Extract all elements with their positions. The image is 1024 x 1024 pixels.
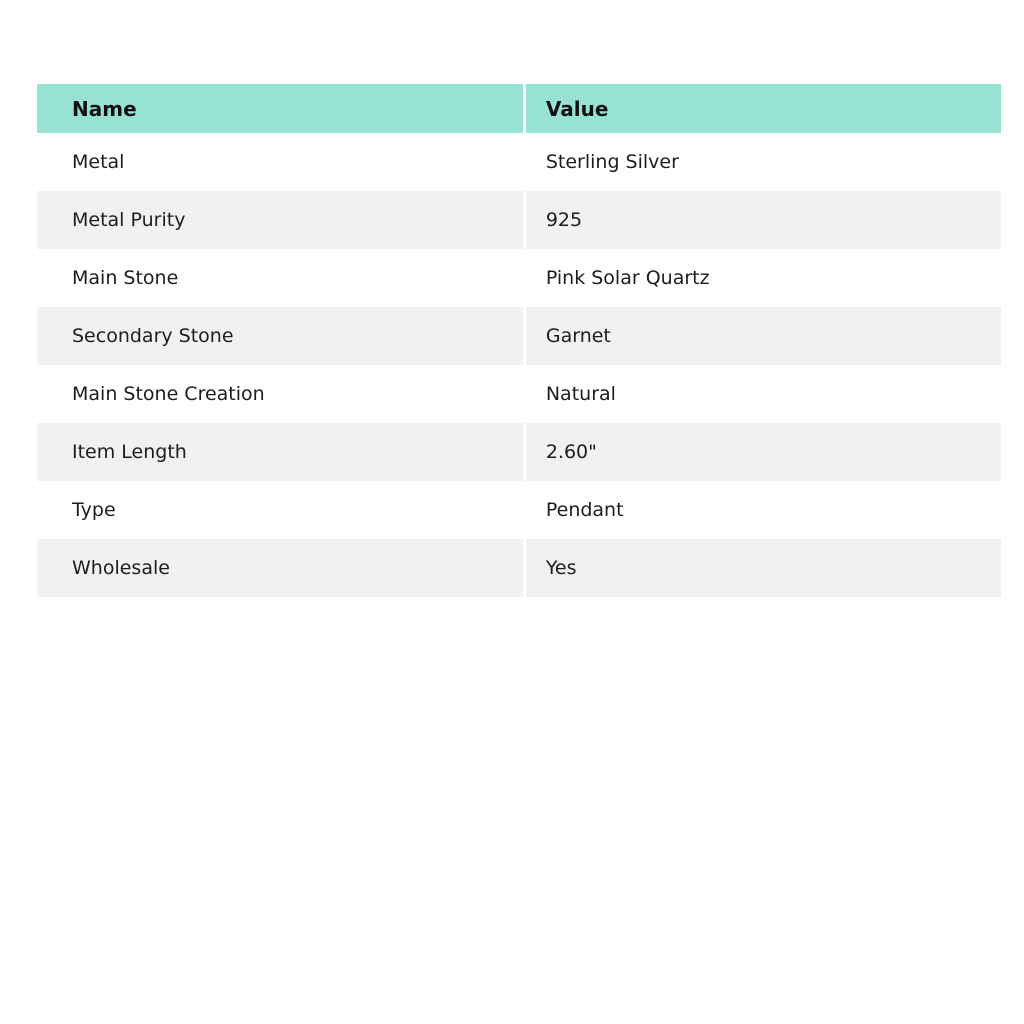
spec-value: Natural	[545, 382, 616, 405]
spec-name: Secondary Stone	[72, 324, 234, 347]
spec-value-cell	[523, 481, 1001, 539]
column-header-name	[37, 84, 523, 133]
spec-value: 2.60"	[545, 440, 597, 463]
spec-name: Metal Purity	[72, 208, 186, 231]
spec-name: Main Stone Creation	[72, 382, 265, 405]
spec-name-cell	[37, 307, 523, 365]
spec-name-cell	[37, 539, 523, 597]
spec-name: Item Length	[72, 440, 187, 463]
spec-value-cell	[523, 423, 1001, 481]
table-row	[37, 423, 1001, 481]
column-header-value-label: Value	[545, 96, 609, 121]
spec-value: 925	[545, 208, 583, 231]
table-row	[37, 249, 1001, 307]
spec-value-cell	[523, 191, 1001, 249]
spec-value-cell	[523, 365, 1001, 423]
product-specs-table	[37, 84, 1001, 597]
table-row	[37, 307, 1001, 365]
table-row	[37, 539, 1001, 597]
spec-name: Wholesale	[72, 556, 170, 579]
spec-value-cell	[523, 249, 1001, 307]
spec-value-cell	[523, 133, 1001, 191]
spec-name-cell	[37, 423, 523, 481]
table-header-row	[37, 84, 1001, 133]
spec-value-cell	[523, 539, 1001, 597]
spec-name-cell	[37, 191, 523, 249]
spec-name: Type	[72, 498, 116, 521]
spec-name-cell	[37, 365, 523, 423]
spec-name-cell	[37, 249, 523, 307]
spec-name-cell	[37, 133, 523, 191]
column-header-value	[523, 84, 1001, 133]
column-header-name-label: Name	[72, 96, 137, 121]
spec-value: Pink Solar Quartz	[545, 266, 710, 289]
spec-name: Main Stone	[72, 266, 179, 289]
spec-name: Metal	[72, 150, 125, 173]
table-row	[37, 365, 1001, 423]
table-row	[37, 481, 1001, 539]
spec-value: Sterling Silver	[545, 150, 679, 173]
spec-name-cell	[37, 481, 523, 539]
spec-value: Pendant	[545, 498, 624, 521]
spec-value: Yes	[545, 556, 577, 579]
table-row	[37, 133, 1001, 191]
spec-value: Garnet	[545, 324, 611, 347]
spec-value-cell	[523, 307, 1001, 365]
table-row	[37, 191, 1001, 249]
